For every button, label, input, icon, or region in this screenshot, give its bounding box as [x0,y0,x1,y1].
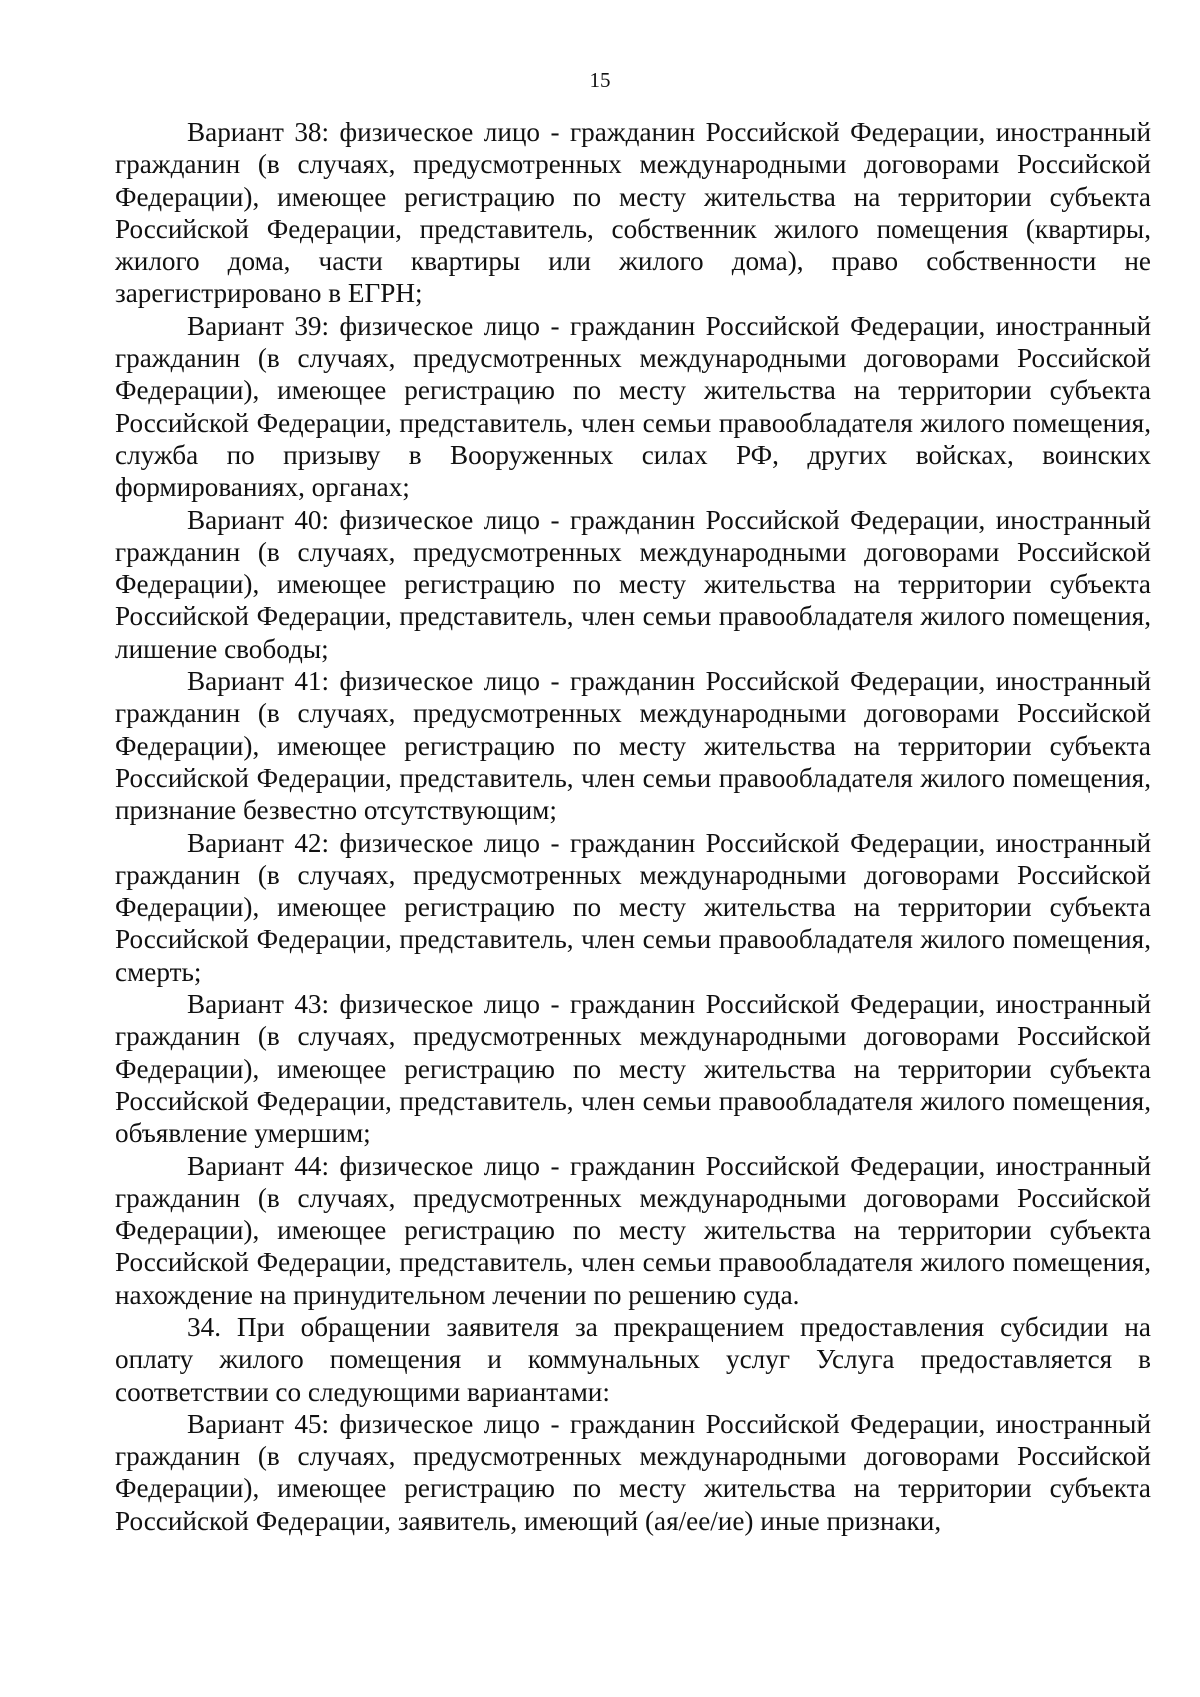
paragraph-variant-45: Вариант 45: физическое лицо - гражданин Российской Федерации, иностранный гражданин (в случаях, предусмотренных международными договорами Российской Федерации), имеющее регистрацию по месту жительства на территории субъекта Российской Федерации, заявитель, имеющий (ая/ее/ие) иные признаки, [115,1408,1151,1536]
paragraph-variant-41: Вариант 41: физическое лицо - гражданин Российской Федерации, иностранный гражданин (в случаях, предусмотренных международными договорами Российской Федерации), имеющее регистрацию по месту жительства на территории субъекта Российской Федерации, представитель, член семьи правообладателя жилого помещения, признание безвестно отсутствующим; [115,666,1151,826]
paragraph-variant-40: Вариант 40: физическое лицо - гражданин Российской Федерации, иностранный гражданин (в случаях, предусмотренных международными договорами Российской Федерации), имеющее регистрацию по месту жительства на территории субъекта Российской Федерации, представитель, член семьи правообладателя жилого помещения, лишение свободы; [115,504,1151,664]
paragraph-clause-34: 34. При обращении заявителя за прекращением предоставления субсидии на оплату жилого помещения и коммунальных услуг Услуга предоставляется в соответствии со следующими вариантами: [115,1311,1151,1407]
paragraph-variant-44: Вариант 44: физическое лицо - гражданин Российской Федерации, иностранный гражданин (в случаях, предусмотренных международными договорами Российской Федерации), имеющее регистрацию по месту жительства на территории субъекта Российской Федерации, представитель, член семьи правообладателя жилого помещения, нахождение на принудительном лечении по решению суда. [115,1150,1151,1310]
paragraph-variant-43: Вариант 43: физическое лицо - гражданин Российской Федерации, иностранный гражданин (в случаях, предусмотренных международными договорами Российской Федерации), имеющее регистрацию по месту жительства на территории субъекта Российской Федерации, представитель, член семьи правообладателя жилого помещения, объявление умершим; [115,989,1151,1149]
paragraph-variant-38: Вариант 38: физическое лицо - гражданин Российской Федерации, иностранный гражданин (в случаях, предусмотренных международными договорами Российской Федерации), имеющее регистрацию по месту жительства на территории субъекта Российской Федерации, представитель, собственник жилого помещения (квартиры, жилого дома, части квартиры или жилого дома), право собственности не зарегистрировано в ЕГРН; [115,117,1151,309]
document-body [115,116,1151,1537]
paragraph-variant-42: Вариант 42: физическое лицо - гражданин Российской Федерации, иностранный гражданин (в случаях, предусмотренных международными договорами Российской Федерации), имеющее регистрацию по месту жительства на территории субъекта Российской Федерации, представитель, член семьи правообладателя жилого помещения, смерть; [115,827,1151,987]
paragraph-variant-39: Вариант 39: физическое лицо - гражданин Российской Федерации, иностранный гражданин (в случаях, предусмотренных международными договорами Российской Федерации), имеющее регистрацию по месту жительства на территории субъекта Российской Федерации, представитель, член семьи правообладателя жилого помещения, служба по призыву в Вооруженных силах РФ, других войсках, воинских формированиях, органах; [115,310,1151,503]
page-number: 15 [589,68,611,92]
